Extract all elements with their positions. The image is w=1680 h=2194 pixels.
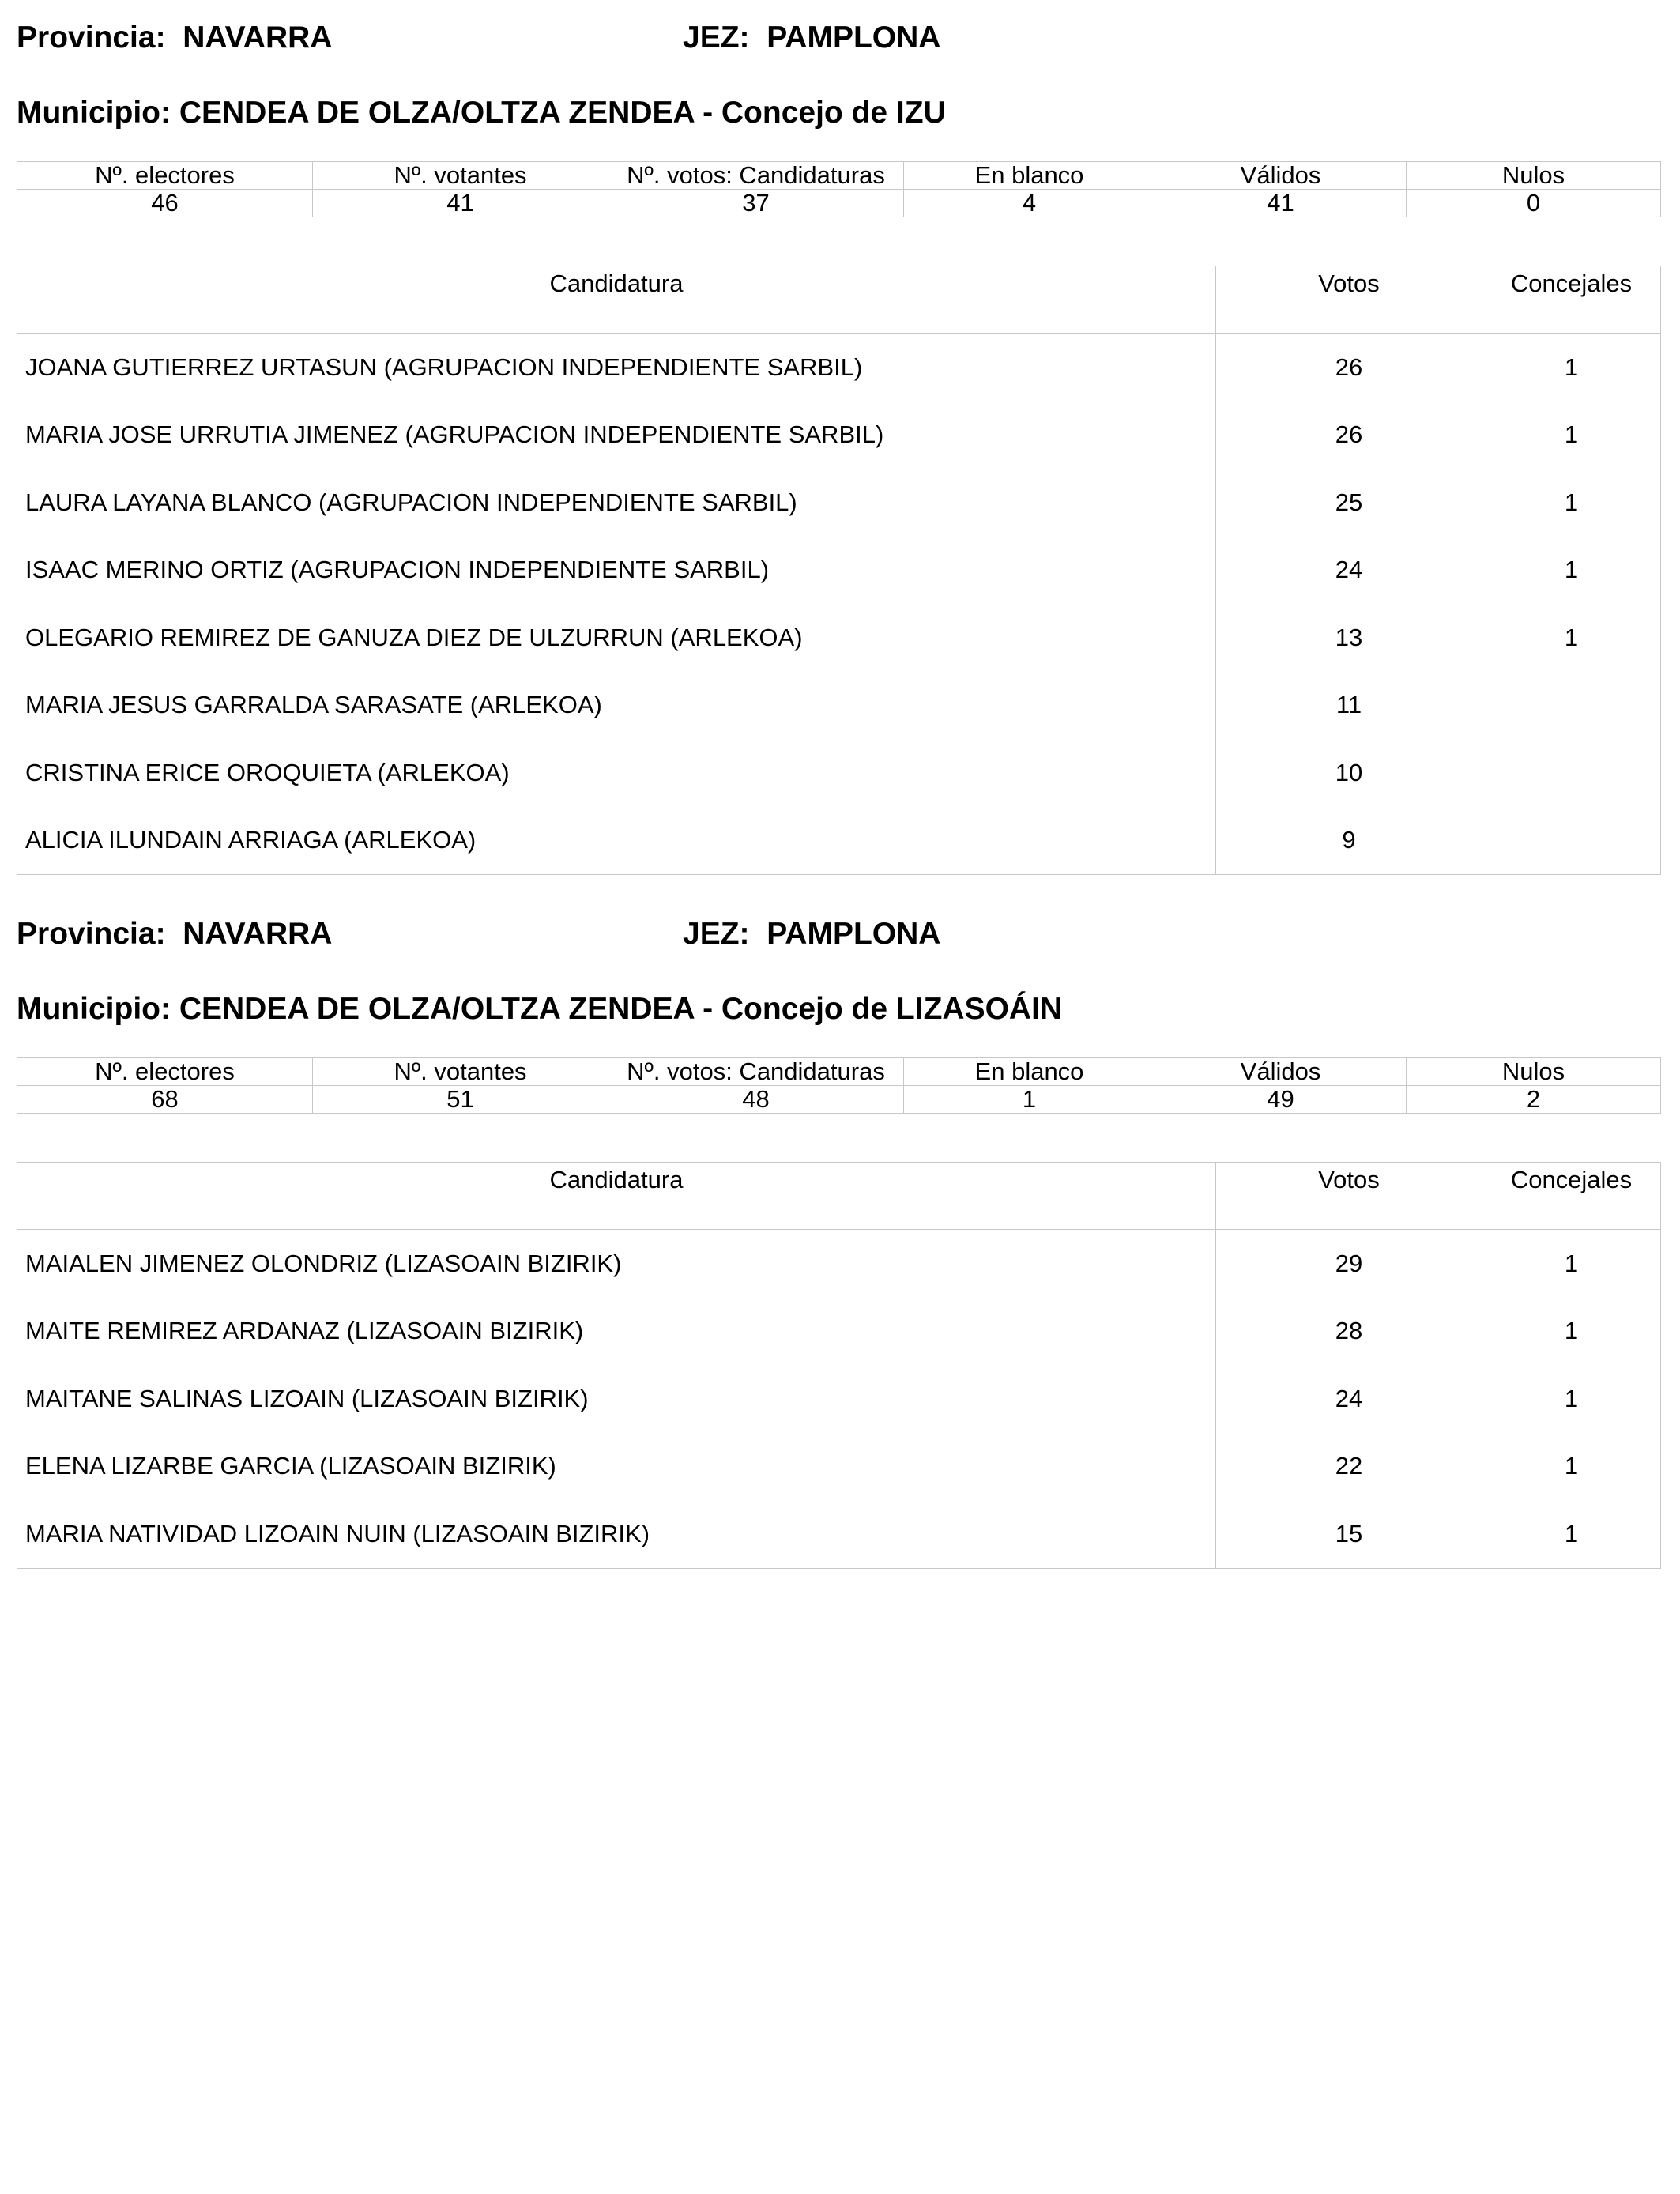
candidate-name: MARIA JESUS GARRALDA SARASATE (ARLEKOA): [25, 691, 602, 719]
provincia-value: NAVARRA: [183, 21, 333, 55]
candidate-concejales: 1: [1482, 1365, 1661, 1433]
summary-value-cell: 48: [608, 1086, 904, 1114]
summary-value-cell: 2: [1407, 1086, 1661, 1114]
table-row: [17, 604, 1661, 672]
provincia-label: Provincia:: [17, 21, 166, 55]
summary-value-cell: 41: [313, 190, 608, 217]
candidate-votos: 29: [1216, 1230, 1482, 1298]
summary-value-cell: 68: [17, 1086, 313, 1114]
candidate-name: MAIALEN JIMENEZ OLONDRIZ (LIZASOAIN BIZIRIK): [25, 1249, 622, 1277]
candidate-name: MAITE REMIREZ ARDANAZ (LIZASOAIN BIZIRIK): [25, 1317, 584, 1345]
table-row: [17, 1298, 1661, 1366]
summary-header-cell: Nº. electores: [17, 1058, 313, 1086]
municipio-row: [17, 987, 1660, 1031]
candidate-concejales: 1: [1482, 1230, 1661, 1298]
summary-value-cell: 0: [1407, 190, 1661, 217]
municipio-value: CENDEA DE OLZA/OLTZA ZENDEA - Concejo de LIZASOÁIN: [179, 992, 1063, 1026]
jez: [683, 912, 940, 956]
table-row: [17, 537, 1661, 605]
header-row: [17, 16, 1660, 60]
candidate-concejales: 1: [1482, 537, 1661, 605]
table-row: [17, 739, 1661, 807]
provincia: [17, 912, 332, 956]
municipio-row: [17, 91, 1660, 135]
summary-value-cell: 37: [608, 190, 904, 217]
candidate-name: ISAAC MERINO ORTIZ (AGRUPACION INDEPENDIENTE SARBIL): [25, 556, 770, 584]
table-row: [17, 334, 1661, 401]
candidate-name: MAITANE SALINAS LIZOAIN (LIZASOAIN BIZIRIK): [25, 1384, 589, 1412]
summary-table: [17, 1057, 1661, 1114]
summary-value-cell: 4: [904, 190, 1155, 217]
summary-header-cell: Nº. votos: Candidaturas: [608, 162, 904, 190]
summary-header-cell: Nº. votantes: [313, 162, 608, 190]
concejales-header: Concejales: [1482, 1163, 1661, 1230]
candidate-name: ALICIA ILUNDAIN ARRIAGA (ARLEKOA): [25, 826, 477, 854]
municipio-label: Municipio:: [17, 992, 171, 1026]
jez: [683, 16, 940, 60]
concejales-header: Concejales: [1482, 266, 1661, 334]
candidate-votos: 24: [1216, 1365, 1482, 1433]
candidates-header-row: [17, 1163, 1661, 1230]
table-row: [17, 1365, 1661, 1433]
jez-value: PAMPLONA: [767, 21, 941, 55]
municipio-value: CENDEA DE OLZA/OLTZA ZENDEA - Concejo de IZU: [179, 96, 946, 130]
candidate-votos: 22: [1216, 1433, 1482, 1501]
candidate-concejales: 1: [1482, 401, 1661, 469]
candidate-votos: 24: [1216, 537, 1482, 605]
table-row: [17, 1500, 1661, 1568]
candidates-table: [17, 1162, 1661, 1569]
jez-value: PAMPLONA: [767, 917, 941, 951]
votos-header: Votos: [1216, 266, 1482, 334]
candidate-votos: 25: [1216, 469, 1482, 537]
candidate-name: MARIA NATIVIDAD LIZOAIN NUIN (LIZASOAIN BIZIRIK): [25, 1519, 650, 1547]
candidate-concejales: 1: [1482, 469, 1661, 537]
summary-header-row: [17, 162, 1661, 190]
candidates-table: [17, 266, 1661, 875]
table-row: [17, 401, 1661, 469]
candidate-name: LAURA LAYANA BLANCO (AGRUPACION INDEPENDIENTE SARBIL): [25, 488, 797, 516]
candidate-name: CRISTINA ERICE OROQUIETA (ARLEKOA): [25, 758, 510, 786]
jez-label: JEZ:: [683, 21, 750, 55]
table-row: [17, 672, 1661, 740]
candidate-concejales: 1: [1482, 1433, 1661, 1501]
summary-value-cell: 41: [1155, 190, 1407, 217]
candidate-votos: 10: [1216, 739, 1482, 807]
summary-header-cell: Válidos: [1155, 162, 1407, 190]
summary-header-cell: En blanco: [904, 1058, 1155, 1086]
jez-label: JEZ:: [683, 917, 750, 951]
candidate-concejales: 1: [1482, 1298, 1661, 1366]
candidatura-header: Candidatura: [17, 1163, 1216, 1230]
table-row: [17, 469, 1661, 537]
summary-header-cell: Nº. votantes: [313, 1058, 608, 1086]
candidate-concejales: [1482, 739, 1661, 807]
candidate-concejales: 1: [1482, 334, 1661, 401]
candidates-header-row: [17, 266, 1661, 334]
candidate-name: ELENA LIZARBE GARCIA (LIZASOAIN BIZIRIK): [25, 1452, 556, 1480]
summary-value-row: [17, 1086, 1661, 1114]
candidate-votos: 9: [1216, 807, 1482, 875]
summary-header-cell: Nulos: [1407, 162, 1661, 190]
provincia: [17, 16, 332, 60]
candidate-name: JOANA GUTIERREZ URTASUN (AGRUPACION INDEPENDIENTE SARBIL): [25, 352, 863, 381]
candidate-votos: 28: [1216, 1298, 1482, 1366]
table-row: [17, 1230, 1661, 1298]
candidate-votos: 13: [1216, 604, 1482, 672]
summary-table: [17, 161, 1661, 217]
candidatura-header: Candidatura: [17, 266, 1216, 334]
candidate-votos: 15: [1216, 1500, 1482, 1568]
candidate-concejales: 1: [1482, 1500, 1661, 1568]
header-row: [17, 912, 1660, 956]
summary-value-cell: 1: [904, 1086, 1155, 1114]
summary-header-cell: Nº. votos: Candidaturas: [608, 1058, 904, 1086]
summary-header-cell: Válidos: [1155, 1058, 1407, 1086]
municipio-label: Municipio:: [17, 96, 171, 130]
summary-value-cell: 46: [17, 190, 313, 217]
candidate-votos: 11: [1216, 672, 1482, 740]
candidate-votos: 26: [1216, 401, 1482, 469]
summary-value-row: [17, 190, 1661, 217]
table-row: [17, 807, 1661, 875]
provincia-label: Provincia:: [17, 917, 166, 951]
candidate-name: OLEGARIO REMIREZ DE GANUZA DIEZ DE ULZURRUN (ARLEKOA): [25, 623, 803, 651]
summary-value-cell: 49: [1155, 1086, 1407, 1114]
summary-header-row: [17, 1058, 1661, 1086]
candidate-concejales: [1482, 672, 1661, 740]
provincia-value: NAVARRA: [183, 917, 333, 951]
candidate-concejales: [1482, 807, 1661, 875]
summary-value-cell: 51: [313, 1086, 608, 1114]
table-row: [17, 1433, 1661, 1501]
votos-header: Votos: [1216, 1163, 1482, 1230]
candidate-concejales: 1: [1482, 604, 1661, 672]
candidate-name: MARIA JOSE URRUTIA JIMENEZ (AGRUPACION INDEPENDIENTE SARBIL): [25, 420, 884, 449]
summary-header-cell: Nulos: [1407, 1058, 1661, 1086]
summary-header-cell: En blanco: [904, 162, 1155, 190]
summary-header-cell: Nº. electores: [17, 162, 313, 190]
candidate-votos: 26: [1216, 334, 1482, 401]
